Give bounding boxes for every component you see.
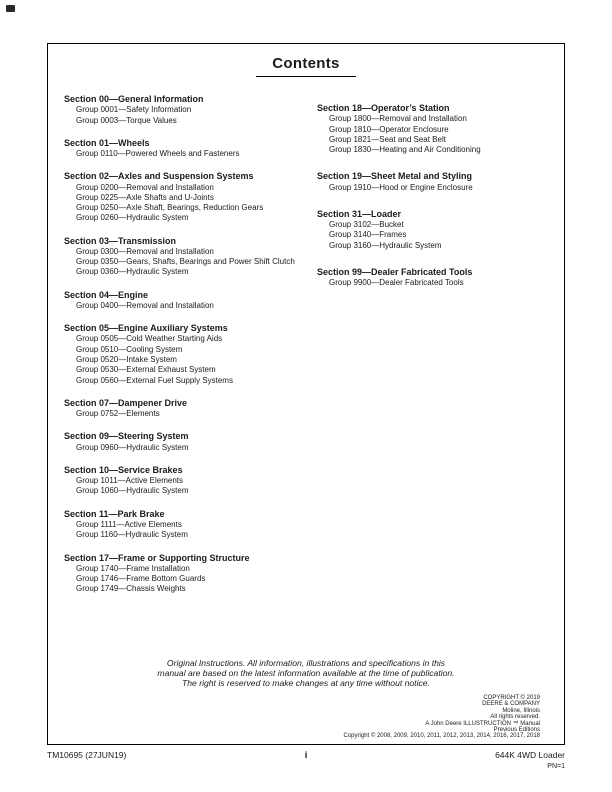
pn-label: PN=1 [547, 763, 565, 770]
toc-section [64, 323, 317, 386]
toc-group-entry: Group 9900—Dealer Fabricated Tools [329, 278, 464, 288]
toc-section [64, 465, 317, 497]
toc-group-entry: Group 1011—Active Elements [76, 476, 184, 486]
toc-group-entry: Group 1810—Operator Enclosure [329, 124, 449, 134]
toc-group-entry: Group 0260—Hydraulic System [76, 213, 189, 223]
toc-section-title: Section 99—Dealer Fabricated Tools [317, 266, 473, 277]
toc-group-list [317, 278, 550, 288]
toc-group-entry: Group 1746—Frame Bottom Guards [76, 574, 206, 584]
toc-group-entry: Group 3160—Hydraulic System [329, 240, 442, 250]
toc-group-entry: Group 3102—Bucket [329, 220, 404, 230]
toc-group-list [317, 114, 550, 155]
toc-group-entry: Group 1749—Chassis Weights [76, 584, 186, 594]
page-footer [47, 750, 565, 761]
title-row [48, 55, 564, 77]
toc-group-entry: Group 0110—Powered Wheels and Fasteners [76, 149, 240, 158]
toc-group-entry: Group 0505—Cold Weather Starting Aids [76, 334, 223, 344]
text-line: Copyright © 2008, 2009, 2010, 2011, 2012, 2013, 2014, 2016, 2017, 2018 [343, 733, 540, 740]
toc-group-entry: Group 0400—Removal and Installation [76, 300, 214, 310]
toc-section-title: Section 03—Transmission [64, 235, 177, 246]
toc-group-entry: Group 1060—Hydraulic System [76, 486, 189, 496]
toc-group-entry: Group 1821—Seat and Seat Belt [329, 134, 446, 144]
text-line: DEERE & COMPANY [482, 701, 540, 708]
text-line: Previous Editions [493, 727, 540, 734]
toc-group-entry: Group 0001—Safety Information [76, 105, 192, 115]
toc-section [64, 431, 317, 453]
toc-column-right [317, 94, 550, 607]
toc-section-title: Section 11—Park Brake [64, 508, 165, 519]
toc-group-list [64, 247, 317, 278]
page-number: i [304, 750, 308, 761]
toc-section-title: Section 00—General Information [64, 94, 204, 104]
text-line: A John Deere ILLUSTRUCTION ™ Manual [425, 720, 540, 727]
toc-group-list [64, 301, 317, 311]
toc-section-title: Section 18—Operator’s Station [317, 103, 450, 113]
toc-section [64, 94, 317, 126]
toc-group-list [317, 220, 550, 251]
toc-group-list [317, 183, 550, 193]
toc-group-entry: Group 0360—Hydraulic System [76, 267, 189, 277]
toc-group-entry: Group 0960—Hydraulic System [76, 442, 189, 452]
toc-column-left [64, 94, 317, 607]
toc-group-entry: Group 0350—Gears, Shafts, Bearings and Power Shift Clutch [76, 257, 295, 267]
toc-group-list [64, 409, 317, 419]
toc-group-entry: Group 1800—Removal and Installation [329, 114, 467, 124]
toc-section [64, 171, 317, 223]
toc-group-entry: Group 0510—Cooling System [76, 344, 183, 354]
toc-group-entry: Group 0300—Removal and Installation [76, 246, 214, 256]
text-line: COPYRIGHT © 2019 [483, 695, 540, 701]
toc-group-entry: Group 1160—Hydraulic System [76, 530, 188, 540]
toc-group-list [64, 443, 317, 453]
toc-section-title: Section 07—Dampener Drive [64, 397, 188, 408]
manual-number: TM10695 (27JUN19) [47, 750, 127, 760]
toc-group-entry: Group 0752—Elements [76, 409, 160, 419]
toc-group-list [64, 520, 317, 541]
toc-group-list [64, 183, 317, 224]
toc-group-list [64, 334, 317, 385]
toc-section [64, 236, 317, 278]
toc-group-entry: Group 3140—Frames [329, 230, 407, 240]
toc-group-entry: Group 0560—External Fuel Supply Systems [76, 375, 233, 385]
toc-section [317, 171, 550, 193]
toc-section [64, 290, 317, 312]
toc-columns [48, 94, 564, 607]
toc-section [64, 398, 317, 420]
toc-section [64, 138, 317, 160]
toc-group-entry: Group 0250—Axle Shaft, Bearings, Reduction Gears [76, 203, 264, 213]
toc-section-title: Section 02—Axles and Suspension Systems [64, 171, 254, 182]
toc-group-list [64, 476, 317, 497]
toc-group-entry: Group 0520—Intake System [76, 355, 177, 365]
toc-section-title: Section 19—Sheet Metal and Styling [317, 171, 473, 182]
text-line: Original Instructions. All information, illustrations and specifications in this [166, 658, 446, 668]
toc-group-entry: Group 0225—Axle Shafts and U-Joints [76, 192, 214, 202]
toc-section-title: Section 05—Engine Auxiliary Systems [64, 323, 228, 334]
text-line: The right is reserved to make changes at any time without notice. [182, 678, 430, 688]
toc-section-title: Section 10—Service Brakes [64, 464, 183, 475]
scan-corner-artifact [6, 5, 15, 12]
toc-section [317, 103, 550, 155]
model-name: 644K 4WD Loader [495, 750, 566, 760]
text-line: manual are based on the latest information available at the time of publication. [157, 668, 455, 678]
toc-group-list [64, 149, 317, 159]
page-title: Contents [256, 55, 355, 77]
toc-group-entry: Group 1740—Frame Installation [76, 563, 190, 573]
toc-section-title: Section 01—Wheels [64, 137, 150, 148]
toc-section [317, 267, 550, 289]
toc-group-entry: Group 0200—Removal and Installation [76, 182, 214, 192]
toc-group-list [64, 564, 317, 595]
toc-group-entry: Group 0530—External Exhaust System [76, 365, 216, 375]
text-line: Moline, Illinois [502, 707, 540, 714]
toc-section [317, 209, 550, 251]
toc-group-entry: Group 1830—Heating and Air Conditioning [329, 145, 481, 155]
toc-group-entry: Group 0003—Torque Values [76, 115, 177, 125]
text-line: All rights reserved. [490, 714, 540, 721]
toc-section-title: Section 17—Frame or Supporting Structure [64, 552, 250, 563]
copyright-block [344, 695, 540, 740]
original-instructions-notice [48, 658, 564, 688]
toc-section-title: Section 04—Engine [64, 289, 149, 300]
toc-section [64, 553, 317, 595]
toc-group-entry: Group 1910—Hood or Engine Enclosure [329, 182, 473, 192]
toc-section-title: Section 31—Loader [317, 208, 402, 219]
toc-section [64, 509, 317, 541]
toc-group-list [64, 105, 317, 126]
page-border-frame [47, 43, 565, 745]
toc-section-title: Section 09—Steering System [64, 431, 189, 442]
toc-group-entry: Group 1111—Active Elements [76, 519, 182, 529]
